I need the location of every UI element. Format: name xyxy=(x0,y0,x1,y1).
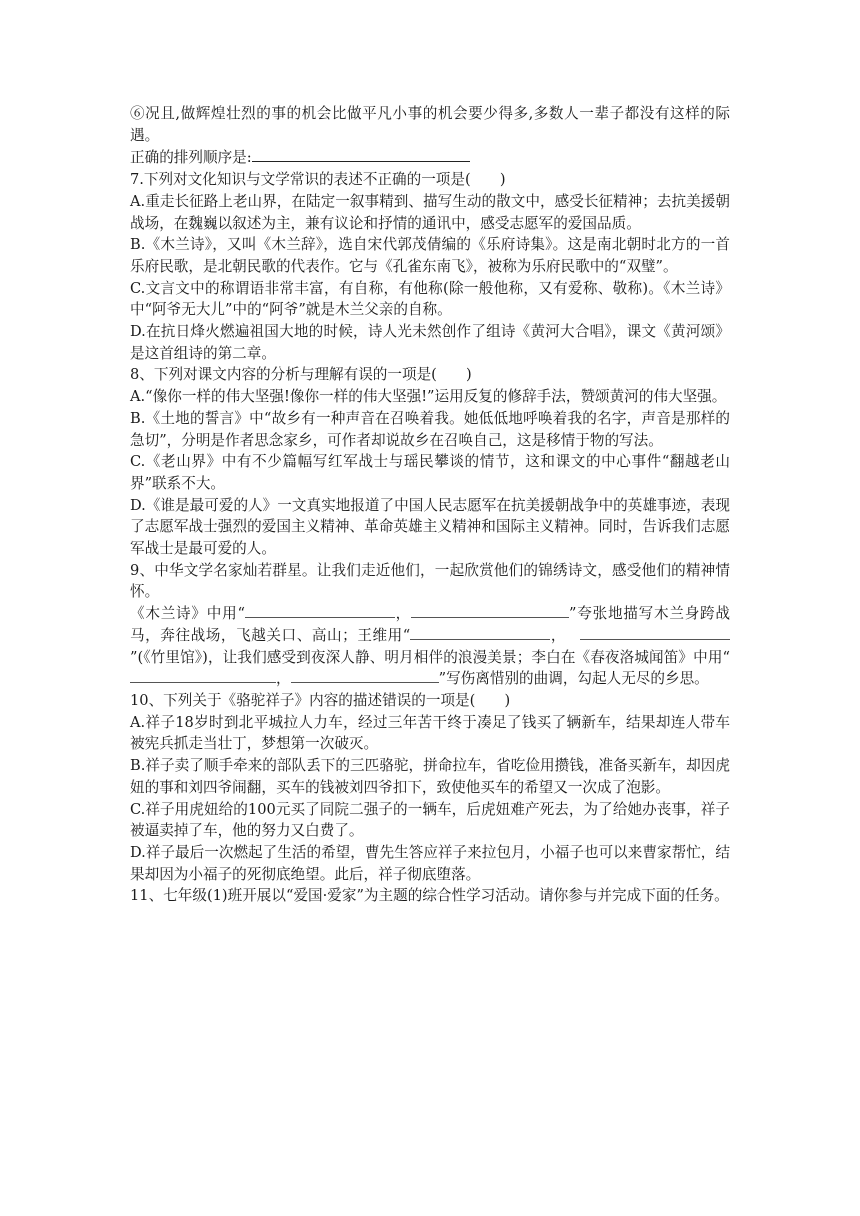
question-10-option-c: C.祥子用虎妞给的100元买了同院二强子的一辆车，后虎妞难产死去，为了给她办丧事，祥子被逼卖掉了车，他的努力又白费了。 xyxy=(130,800,730,840)
question-8-option-d: D.《谁是最可爱的人》一文真实地报道了中国人民志愿军在抗美援朝战争中的英雄事迹，表现了志愿军战士强烈的爱国主义精神、革命英雄主义精神和国际主义精神。同时，告诉我们志愿军战士是最可爱的人。 xyxy=(130,496,730,558)
sentence-item-6: ⑥况且,做辉煌壮烈的事的机会比做平凡小事的机会要少得多,多数人一辈子都没有这样的际遇。 xyxy=(130,105,730,144)
question-8-option-b: B.《土地的誓言》中“故乡有一种声音在召唤着我。她低低地呼唤着我的名字，声音是那样的急切”，分明是作者思念家乡，可作者却说故乡在召唤自己，这是移情于物的写法。 xyxy=(130,409,730,449)
q9-text-2: ， xyxy=(394,605,412,623)
q9-text-7: ”写伤离惜别的曲调，勾起人无尽的乡思。 xyxy=(438,670,709,688)
question-10-option-d: D.祥子最后一次燃起了生活的希望，曹先生答应祥子来拉包月，小福子也可以来曹家帮忙，结果却因为小福子的死彻底绝望。此后，祥子彻底堕落。 xyxy=(130,843,730,883)
question-8-option-c: C.《老山界》中有不少篇幅写红军战士与瑶民攀谈的情节，这和课文的中心事件“翻越老山界”联系不大。 xyxy=(130,453,730,492)
question-10-stem: 10、下列关于《骆驼祥子》内容的描述错误的一项是( ) xyxy=(130,691,511,709)
q9-text-1: 《木兰诗》中用“ xyxy=(130,605,245,623)
question-9-fill-in xyxy=(130,603,730,690)
order-answer-line xyxy=(130,146,730,169)
question-7-option-a: A.重走长征路上老山界，在陆定一叙事精到、描写生动的散文中，感受长征精神；去抗美援朝战场，在魏巍以叙述为主，兼有议论和抒情的通讯中，感受志愿军的爱国品质。 xyxy=(130,192,730,232)
question-8-stem: 8、下列对课文内容的分析与理解有误的一项是( ) xyxy=(130,366,472,384)
libai-blank-2[interactable] xyxy=(291,668,439,683)
question-10-option-a: A.祥子18岁时到北平城拉人力车，经过三年苦干终于凑足了钱买了辆新车，结果却连人带车被宪兵抓走当壮丁，梦想第一次破灭。 xyxy=(130,713,730,753)
q9-text-5: ”(《竹里馆》)，让我们感受到夜深人静、明月相伴的浪漫美景；李白在《春夜洛城闻笛》中用“ xyxy=(130,648,730,666)
order-answer-blank[interactable] xyxy=(252,146,470,162)
wangwei-blank-2[interactable] xyxy=(580,625,730,640)
question-9-stem: 9、中华文学名家灿若群星。让我们走近他们，一起欣赏他们的锦绣诗文，感受他们的精神情怀。 xyxy=(130,561,730,601)
mulan-blank-1[interactable] xyxy=(245,603,395,618)
question-7-option-b: B.《木兰诗》，又叫《木兰辞》，选自宋代郭茂倩编的《乐府诗集》。这是南北朝时北方的一首乐府民歌，是北朝民歌的代表作。它与《孔雀东南飞》，被称为乐府民歌中的“双璧”。 xyxy=(130,236,730,275)
exam-text xyxy=(130,103,730,907)
q9-text-4: ， xyxy=(550,626,566,644)
question-10-option-b: B.祥子卖了顺手牵来的部队丢下的三匹骆驼，拼命拉车，省吃俭用攒钱，准备买新车，却因虎妞的事和刘四爷闹翻，买车的钱被刘四爷扣下，致使他买车的希望又一次成了泡影。 xyxy=(130,757,730,796)
order-label: 正确的排列顺序是: xyxy=(130,149,252,167)
q9-text-3: ”夸张地描写木兰身跨战马，奔往战场，飞越关口、高山；王维用“ xyxy=(130,605,730,644)
question-7-option-c: C.文言文中的称谓语非常丰富，有自称，有他称(除一般他称，又有爱称、敬称)。《木兰诗》中“阿爷无大儿”中的“阿爷”就是木兰父亲的自称。 xyxy=(130,279,730,319)
wangwei-blank-1[interactable] xyxy=(410,625,550,640)
question-11-stem: 11、七年级(1)班开展以“爱国·爱家”为主题的综合性学习活动。请你参与并完成下面的任务。 xyxy=(130,887,729,905)
question-7-stem: 7.下列对文化知识与文学常识的表述不正确的一项是( ) xyxy=(130,171,506,189)
question-7-option-d: D.在抗日烽火燃遍祖国大地的时候，诗人光未然创作了组诗《黄河大合唱》，课文《黄河颂》是这首组诗的第二章。 xyxy=(130,323,730,362)
mulan-blank-2[interactable] xyxy=(411,603,569,618)
question-8-option-a: A.“像你一样的伟大坚强!像你一样的伟大坚强!”运用反复的修辞手法，赞颂黄河的伟大坚强。 xyxy=(130,388,727,406)
q9-text-6: ， xyxy=(276,670,291,688)
libai-blank-1[interactable] xyxy=(130,668,276,683)
